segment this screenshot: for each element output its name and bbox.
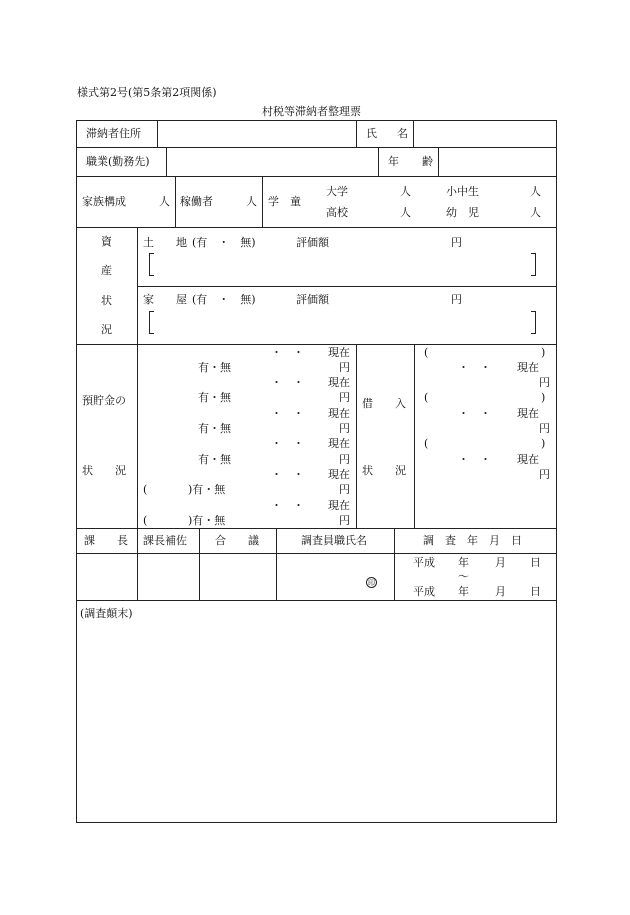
students-label: 学 童: [268, 195, 301, 208]
year-label: 年: [458, 585, 469, 598]
land-yes-no: (有 ・ 無): [192, 236, 256, 249]
debt-open-paren: (: [424, 391, 429, 404]
divider: [137, 286, 557, 287]
land-bracket-left: [149, 253, 154, 276]
savings-genzai: 現在: [328, 407, 350, 420]
land-bracket-right: [531, 253, 536, 276]
debt-close-paren: ): [541, 391, 546, 404]
savings-label-1: 預貯金の: [82, 394, 126, 407]
debt-genzai: 現在: [517, 453, 539, 466]
form-title: 村税等滞納者整理票: [262, 105, 361, 118]
divider: [276, 528, 277, 600]
savings-yen: 円: [339, 391, 350, 404]
elem-unit: 人: [530, 185, 541, 198]
divider: [262, 176, 263, 227]
occupation-label: 職業(勤務先): [86, 155, 150, 168]
savings-date: ・ ・: [271, 499, 304, 512]
elem-label: 小中生: [446, 185, 479, 198]
savings-yes-no: 有・無: [198, 422, 231, 435]
divider: [76, 600, 557, 601]
form-table: [76, 120, 557, 823]
divider: [166, 147, 167, 176]
investigator-label: 調査員職氏名: [301, 534, 367, 547]
debt-genzai: 現在: [517, 407, 539, 420]
name-label-1: 氏: [366, 127, 377, 140]
high-unit: 人: [400, 206, 411, 219]
divider: [76, 344, 557, 345]
era-label: 平成: [413, 585, 435, 598]
savings-genzai: 現在: [328, 376, 350, 389]
debt-yen: 円: [539, 468, 550, 481]
debt-close-paren: ): [541, 346, 546, 359]
univ-unit: 人: [400, 185, 411, 198]
savings-yes-no: 有・無: [198, 453, 231, 466]
land-label: 土 地: [143, 236, 187, 249]
debt-date: ・ ・: [458, 361, 491, 374]
savings-genzai: 現在: [328, 437, 350, 450]
savings-date: ・ ・: [271, 468, 304, 481]
high-label: 高校: [326, 206, 348, 219]
divider: [356, 344, 357, 528]
family-unit: 人: [159, 195, 170, 208]
debt-yen: 円: [539, 376, 550, 389]
savings-other-yes-no: )有・無: [188, 483, 226, 496]
building-yen: 円: [451, 293, 462, 306]
assets-label-char: 状: [101, 294, 112, 307]
land-valuation-label: 評価額: [296, 236, 329, 249]
name-label-2: 名: [397, 127, 408, 140]
savings-yen: 円: [339, 422, 350, 435]
debt-yen: 円: [539, 422, 550, 435]
age-label-2: 齢: [422, 155, 433, 168]
divider: [199, 528, 200, 600]
savings-label-2: 状 況: [82, 464, 126, 477]
age-label-1: 年: [388, 155, 399, 168]
divider: [175, 176, 176, 227]
savings-yes-no: 有・無: [198, 361, 231, 374]
family-label: 家族構成: [82, 195, 126, 208]
workers-label: 稼働者: [180, 195, 213, 208]
month-label: 月: [495, 556, 506, 569]
infant-unit: 人: [530, 206, 541, 219]
savings-genzai: 現在: [328, 499, 350, 512]
savings-genzai: 現在: [328, 346, 350, 359]
savings-other-open: (: [143, 514, 148, 527]
debt-close-paren: ): [541, 437, 546, 450]
savings-genzai: 現在: [328, 468, 350, 481]
assets-label-char: 資: [101, 235, 112, 248]
survey-date-label: 調 査 年 月 日: [423, 534, 522, 547]
debt-open-paren: (: [424, 437, 429, 450]
divider: [378, 147, 379, 176]
workers-unit: 人: [246, 195, 257, 208]
savings-yen: 円: [339, 483, 350, 496]
building-valuation-label: 評価額: [296, 293, 329, 306]
divider: [414, 344, 415, 528]
tilde-mark: 〜: [458, 570, 469, 583]
building-bracket-right: [531, 311, 536, 334]
year-label: 年: [458, 556, 469, 569]
divider: [76, 176, 557, 177]
assets-label-char: 産: [101, 264, 112, 277]
divider: [76, 528, 557, 529]
section-chief-label: 課 長: [84, 534, 128, 547]
savings-other-yes-no: )有・無: [188, 514, 226, 527]
savings-yen: 円: [339, 361, 350, 374]
divider: [394, 528, 395, 600]
debt-label-1: 借 入: [362, 397, 406, 410]
building-yes-no: (有 ・ 無): [192, 293, 256, 306]
debt-date: ・ ・: [458, 453, 491, 466]
seal-mark: 印: [368, 579, 375, 587]
day-label: 日: [530, 556, 541, 569]
divider: [76, 227, 557, 228]
debt-open-paren: (: [424, 346, 429, 359]
day-label: 日: [530, 585, 541, 598]
savings-yen: 円: [339, 453, 350, 466]
divider: [76, 553, 557, 554]
debt-date: ・ ・: [458, 407, 491, 420]
divider: [157, 120, 158, 147]
divider: [356, 120, 357, 147]
building-bracket-left: [149, 311, 154, 334]
building-label: 家 屋: [143, 293, 187, 306]
debt-label-2: 状 況: [362, 464, 406, 477]
address-label: 滞納者住所: [86, 127, 141, 140]
savings-date: ・ ・: [271, 376, 304, 389]
savings-date: ・ ・: [271, 407, 304, 420]
savings-other-open: (: [143, 483, 148, 496]
divider: [413, 120, 414, 147]
notes-label: (調査顛末): [80, 607, 133, 620]
debt-genzai: 現在: [517, 361, 539, 374]
savings-yen: 円: [339, 514, 350, 527]
assets-label-char: 況: [101, 323, 112, 336]
council-label: 合 議: [215, 534, 259, 547]
divider: [76, 147, 557, 148]
form-number: 様式第2号(第5条第2項関係): [77, 86, 217, 99]
infant-label: 幼 児: [446, 206, 479, 219]
era-label: 平成: [413, 556, 435, 569]
univ-label: 大学: [326, 185, 348, 198]
savings-date: ・ ・: [271, 346, 304, 359]
savings-yes-no: 有・無: [198, 391, 231, 404]
month-label: 月: [495, 585, 506, 598]
divider: [137, 227, 138, 600]
assistant-label: 課長補佐: [143, 534, 187, 547]
land-yen: 円: [451, 236, 462, 249]
divider: [438, 147, 439, 176]
savings-date: ・ ・: [271, 437, 304, 450]
